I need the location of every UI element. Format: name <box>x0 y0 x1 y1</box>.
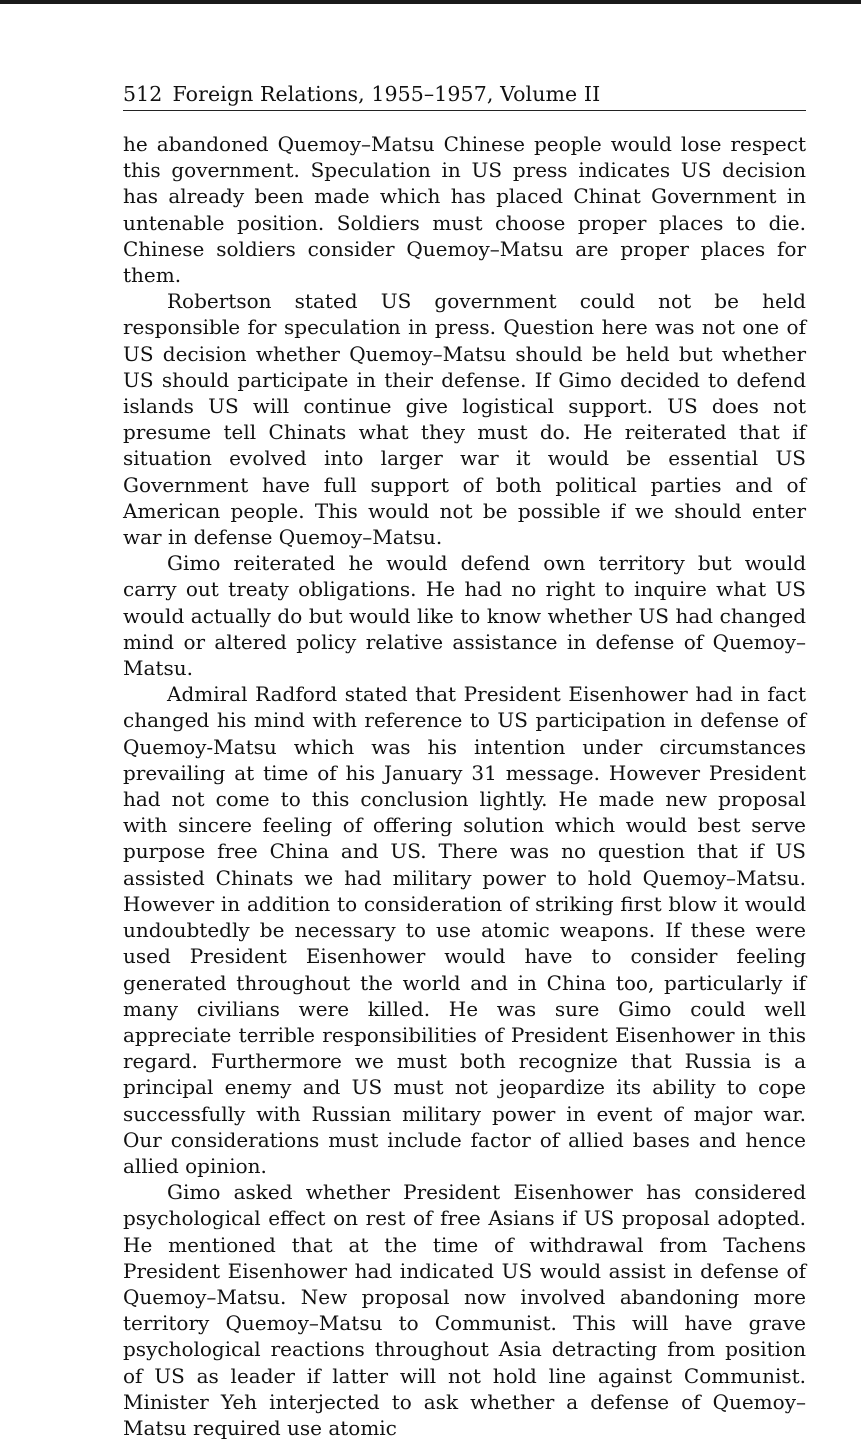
document-page <box>123 78 806 1441</box>
paragraph-gimo-asked: Gimo asked whether President Eisenhower has considered psychological effect on rest of free Asians if US proposal adopted. He mentioned that at the time of withdrawal from Tachens President Eisenhower had indicated US would assist in defense of Quemoy–Matsu. New proposal now involved abandoning more territory Quemoy–Matsu to Communist. This will have grave psychological reactions throughout Asia detracting from position of US as leader if latter will not hold line against Communist. Minister Yeh interjected to ask whether a defense of Quemoy–Matsu required use atomic <box>123 1180 806 1440</box>
paragraph-admiral-radford: Admiral Radford stated that President Eisenhower had in fact changed his mind with reference to US participation in defense of Quemoy-Matsu which was his intention under circumstances prevailing at time of his January 31 message. However President had not come to this conclusion lightly. He made new proposal with sincere feeling of offering solution which would best serve purpose free China and US. There was no question that if US assisted Chinats we had military power to hold Quemoy–Matsu. However in addition to consideration of striking first blow it would undoubtedly be necessary to use atomic weapons. If these were used President Eisenhower would have to consider feeling generated throughout the world and in China too, particularly if many civilians were killed. He was sure Gimo could well appreciate terrible responsibilities of President Eisenhower in this regard. Furthermore we must both recognize that Russia is a principal enemy and US must not jeopardize its ability to cope successfully with Russian military power in event of major war. Our considerations must include factor of allied bases and hence allied opinion. <box>123 682 806 1178</box>
paragraph-continued: he abandoned Quemoy–Matsu Chinese people would lose respect this government. Speculation in US press indicates US decision has already been made which has placed Chinat Government in untenable position. Soldiers must choose proper places to die. Chinese soldiers consider Quemoy–Matsu are proper places for them. <box>123 132 806 288</box>
paragraph-gimo-reiterated: Gimo reiterated he would defend own territory but would carry out treaty obligations. He had no right to inquire what US would actually do but would like to know whether US had changed mind or altered policy relative assistance in defense of Quemoy–Matsu. <box>123 551 806 681</box>
page-top-edge <box>0 0 861 4</box>
running-head <box>123 78 806 111</box>
page-number: 512 <box>123 82 163 106</box>
paragraph-robertson: Robertson stated US government could not be held responsible for speculation in press. Question here was not one of US decision whether Quemoy–Matsu should be held but whether US should participate in their defense. If Gimo decided to defend islands US will continue give logistical support. US does not presume tell Chinats what they must do. He reiterated that if situation evolved into larger war it would be essential US Government have full support of both political parties and of American people. This would not be possible if we should enter war in defense Quemoy–Matsu. <box>123 289 806 550</box>
running-head-title: Foreign Relations, 1955–1957, Volume II <box>172 82 601 106</box>
body-text <box>123 131 806 1441</box>
